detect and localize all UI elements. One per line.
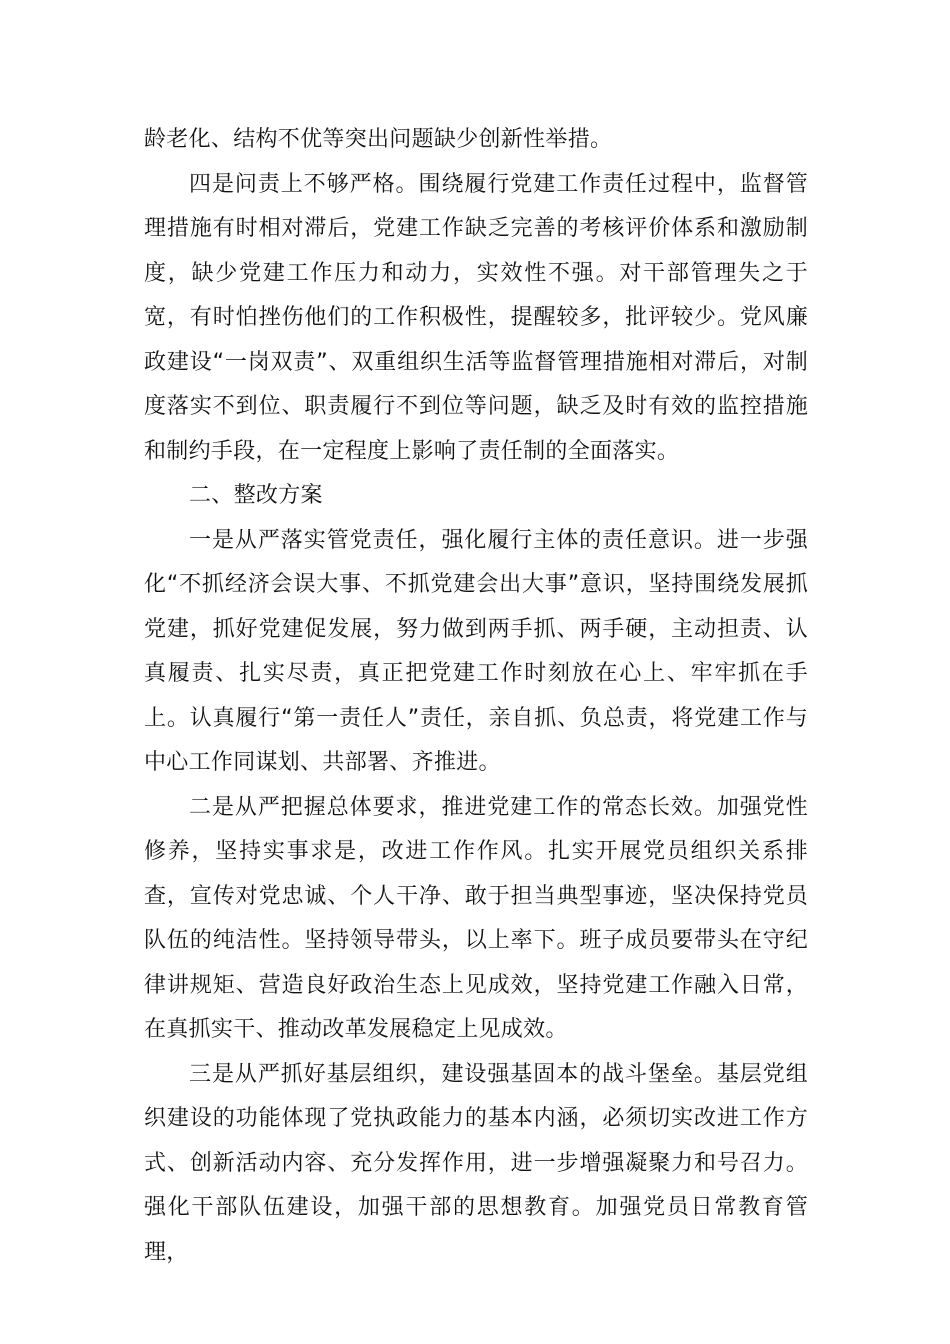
paragraph-accountability: 四是问责上不够严格。围绕履行党建工作责任过程中，监督管理措施有时相对滞后，党建工作缺乏完善的考核评价体系和激励制度，缺少党建工作压力和动力，实效性不强。对干部管理失之于宽，有时怕挫伤他们的工作积极性，提醒较多，批评较少。党风廉政建设“一岗双责”、双重组织生活等监督管理措施相对滞后，对制度落实不到位、职责履行不到位等问题，缺乏及时有效的监控措施和制约手段，在一定程度上影响了责任制的全面落实。: [144, 171, 808, 464]
paragraph-point-three: 三是从严抓好基层组织，建设强基固本的战斗堡垒。基层党组织建设的功能体现了党执政能力的基本内涵，必须切实改进工作方式、创新活动内容、充分发挥作用，进一步增强凝聚力和号召力。强化干部队伍建设，加强干部的思想教育。加强党员日常教育管理，: [144, 1061, 808, 1265]
paragraph-point-two: 二是从严把握总体要求，推进党建工作的常态长效。加强党性修养，坚持实事求是，改进工作作风。扎实开展党员组织关系排查，宣传对党忠诚、个人干净、敢于担当典型事迹，坚决保持党员队伍的纯洁性。坚持领导带头，以上率下。班子成员要带头在守纪律讲规矩、营造良好政治生态上见成效，坚持党建工作融入日常，在真抓实干、推动改革发展稳定上见成效。: [144, 794, 808, 1042]
paragraph-continuation: 龄老化、结构不优等突出问题缺少创新性举措。: [144, 127, 613, 152]
document-body: [144, 118, 808, 1275]
paragraph-point-one: 一是从严落实管党责任，强化履行主体的责任意识。进一步强化“不抓经济会误大事、不抓党建会出大事”意识，坚持围绕发展抓党建，抓好党建促发展，努力做到两手抓、两手硬，主动担责、认真履责、扎实尽责，真正把党建工作时刻放在心上、牢牢抓在手上。认真履行“第一责任人”责任，亲自抓、负总责，将党建工作与中心工作同谋划、共部署、齐推进。: [144, 527, 808, 775]
section-heading-rectification-plan: 二、整改方案: [189, 483, 323, 508]
